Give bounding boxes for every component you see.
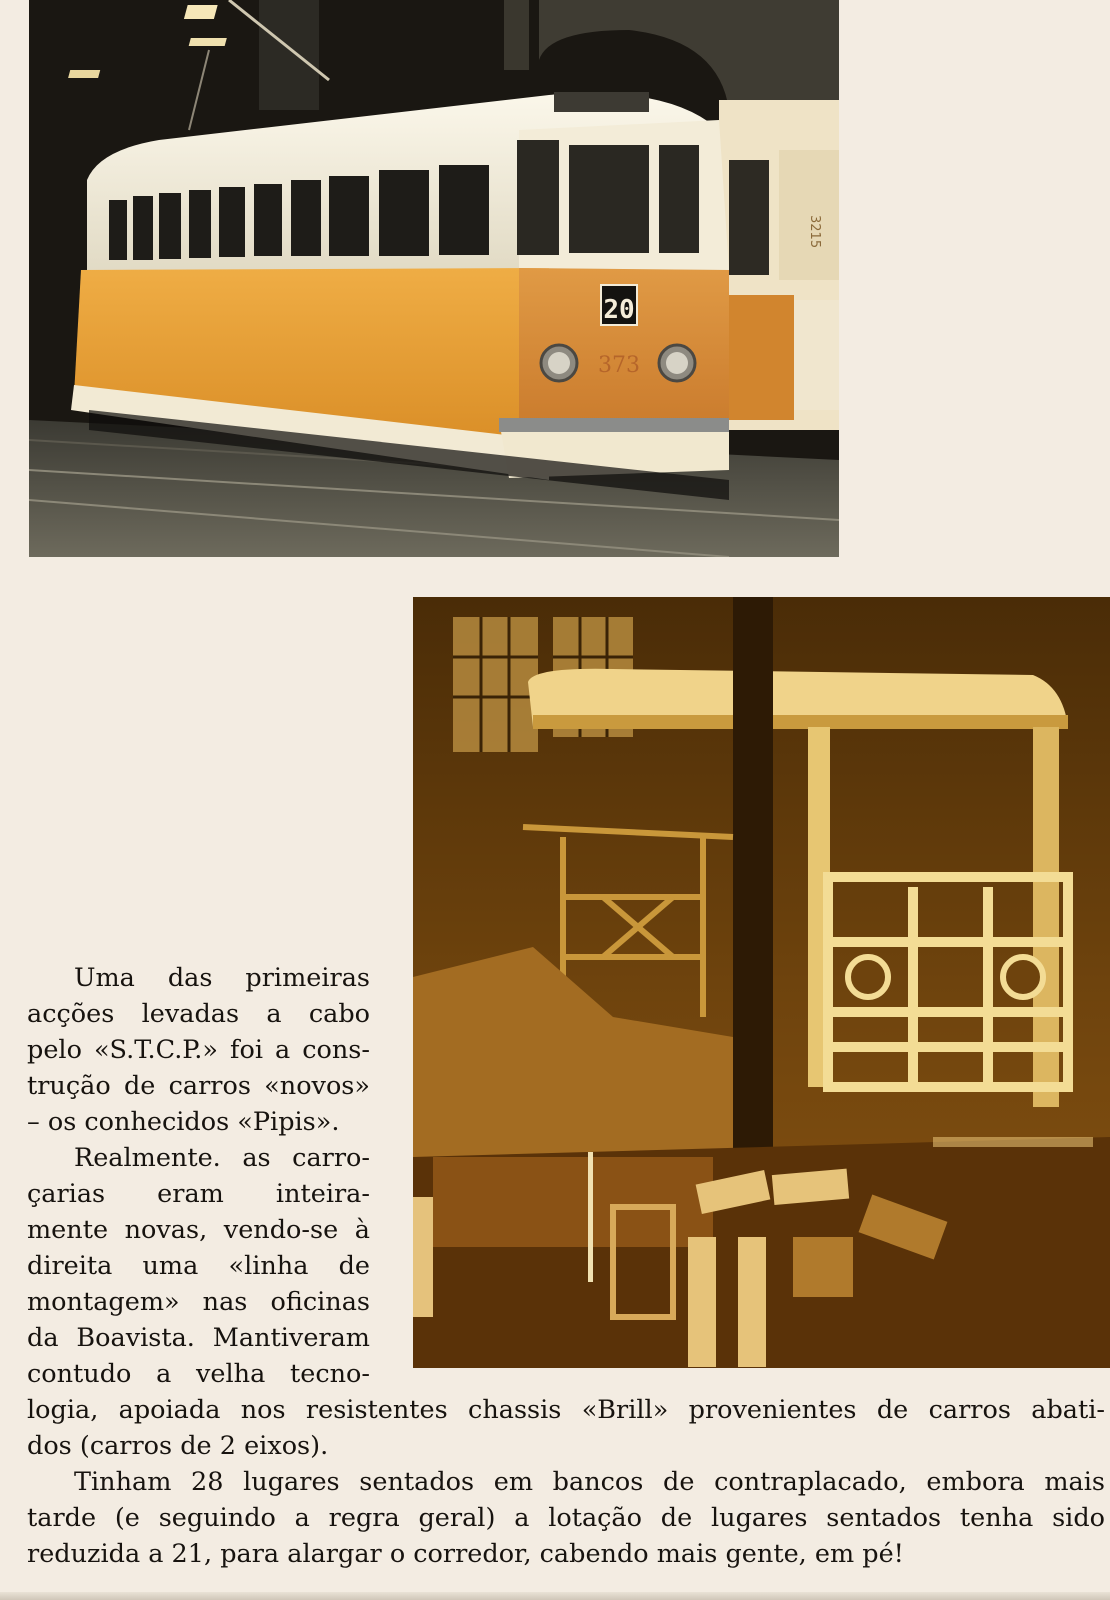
column-line: Realmente. as carro- <box>74 1143 370 1173</box>
body-line: reduzida a 21, para alargar o corredor, cabendo mais gente, em pé! <box>27 1539 904 1569</box>
column-line: da Boavista. Mantiveram <box>27 1323 370 1353</box>
column-line: mente novas, vendo-se à <box>27 1215 370 1245</box>
workshop-photo <box>413 597 1110 1368</box>
column-line: pelo «S.T.C.P.» foi a cons- <box>27 1035 370 1065</box>
tram-photo <box>29 0 839 557</box>
text-column <box>27 960 370 1392</box>
route-number: 20 <box>603 295 635 325</box>
column-line: montagem» nas oficinas <box>27 1287 370 1317</box>
column-line: Uma das primeiras <box>74 963 370 993</box>
column-line: acções levadas a cabo <box>27 999 370 1029</box>
svg-text:3215: 3215 <box>807 215 822 249</box>
column-line: – os conhecidos «Pipis». <box>27 1107 340 1137</box>
column-line: trução de carros «novos» <box>27 1071 370 1101</box>
page-bottom-edge <box>0 1592 1110 1600</box>
fleet-number: 373 <box>598 353 640 378</box>
text-full-width <box>27 1392 1105 1572</box>
body-line: logia, apoiada nos resistentes chassis «Brill» provenientes de carros abati- <box>27 1395 1105 1425</box>
tram-photo-illustration <box>29 0 839 557</box>
column-line: contudo a velha tecno- <box>27 1359 370 1389</box>
body-line: Tinham 28 lugares sentados em bancos de contraplacado, embora mais <box>74 1467 1105 1497</box>
body-line: dos (carros de 2 eixos). <box>27 1431 329 1461</box>
workshop-photo-illustration <box>413 597 1110 1368</box>
column-line: çarias eram inteira- <box>27 1179 370 1209</box>
column-line: direita uma «linha de <box>27 1251 370 1281</box>
body-line: tarde (e seguindo a regra geral) a lotação de lugares sentados tenha sido <box>27 1503 1105 1533</box>
